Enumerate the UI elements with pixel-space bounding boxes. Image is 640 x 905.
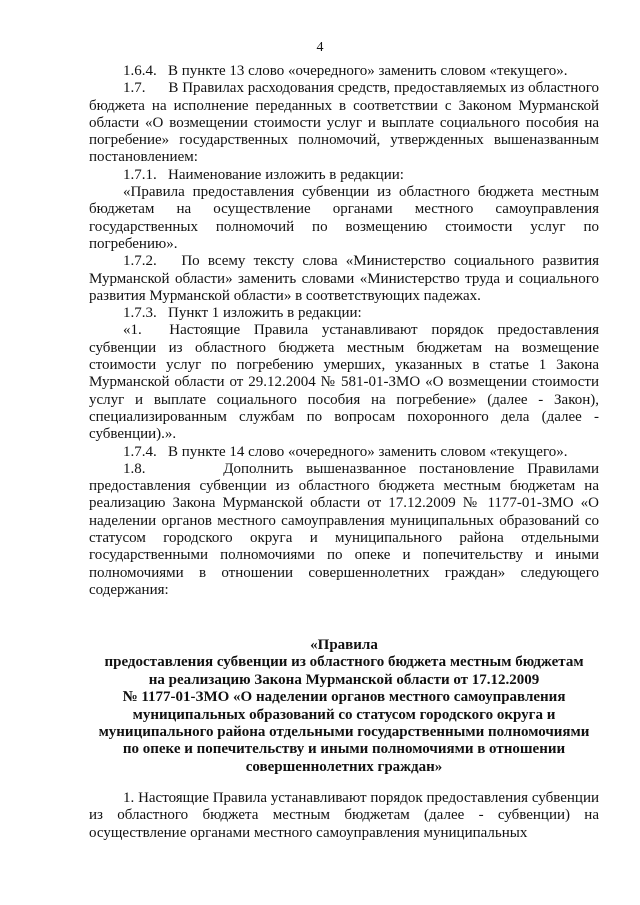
rules-title-line: № 1177-01-ЗМО «О наделении органов местного самоуправления	[122, 689, 566, 706]
rules-body	[89, 790, 599, 842]
quoted-title-paragraph: «Правила предоставления субвенции из областного бюджета местным бюджетам на осуществление органами местного самоуправления государственных полномочий по возмещению стоимости услуг по погребению».	[89, 184, 599, 252]
paragraph-1-7-2: 1.7.2. По всему тексту слова «Министерство социального развития Мурманской области» заменить словами «Министерство труда и социального развития Мурманской области» в соответствующих падежах.	[89, 253, 599, 304]
paragraph-1-7-4: 1.7.4. В пункте 14 слово «очередного» заменить словом «текущего».	[123, 443, 568, 460]
rules-title-line: по опеке и попечительству и иными полномочиями в отношении	[122, 741, 566, 758]
rules-title-line: совершеннолетних граждан»	[245, 758, 443, 775]
paragraph-1-8: 1.8. Дополнить вышеназванное постановление Правилами предоставления субвенции из областного бюджета местным бюджетам на реализацию Закона Мурманской области от 17.12.2009 № 1177-01-ЗМО «О наделении органов местного самоуправления муниципальных образований со статусом городского округа и муниципального района отдельными государственными полномочиями по опеке и попечительству и иными полномочиями в отношении совершеннолетних граждан» следующего содержания:	[89, 460, 599, 598]
page-number: 4	[316, 40, 324, 55]
rules-title-line: на реализацию Закона Мурманской области от 17.12.2009	[148, 671, 540, 688]
amendments-section	[89, 63, 599, 599]
rules-title-line: муниципальных образований со статусом городского округа и	[132, 706, 556, 723]
paragraph-1-6-4: 1.6.4. В пункте 13 слово «очередного» заменить словом «текущего».	[123, 63, 568, 79]
rules-title	[89, 637, 599, 776]
rules-title-line: «Правила	[310, 637, 378, 653]
quoted-point-1-paragraph: «1. Настоящие Правила устанавливают порядок предоставления субвенции из областного бюджета местным бюджетам на возмещение стоимости услуг по погребению умерших, указанных в статье 1 Закона Мурманской области от 29.12.2004 № 581-01-ЗМО «О возмещении стоимости услуг и выплате социального пособия на погребение» (далее - Закон), специализированным службам по вопросам похоронного дела (далее - субвенции).».	[89, 322, 599, 443]
paragraph-1-7-3: 1.7.3. Пункт 1 изложить в редакции:	[123, 305, 362, 322]
rules-title-line: предоставления субвенции из областного бюджета местным бюджетам	[104, 654, 584, 671]
paragraph-1-7: 1.7. В Правилах расходования средств, предоставляемых из областного бюджета на исполнение переданных в соответствии с Законом Мурманской области «О возмещении стоимости услуг и выплате социального пособия на погребение» государственных полномочий, утвержденных вышеназванным постановлением:	[89, 80, 599, 166]
rules-paragraph-1: 1. Настоящие Правила устанавливают порядок предоставления субвенции из областного бюджета местным бюджетам (далее - субвенции) на осуществление органами местного самоуправления муниципальных	[89, 790, 599, 841]
paragraph-1-7-1: 1.7.1. Наименование изложить в редакции:	[123, 166, 404, 183]
rules-title-line: муниципального района отдельными государственными полномочиями	[98, 724, 590, 741]
